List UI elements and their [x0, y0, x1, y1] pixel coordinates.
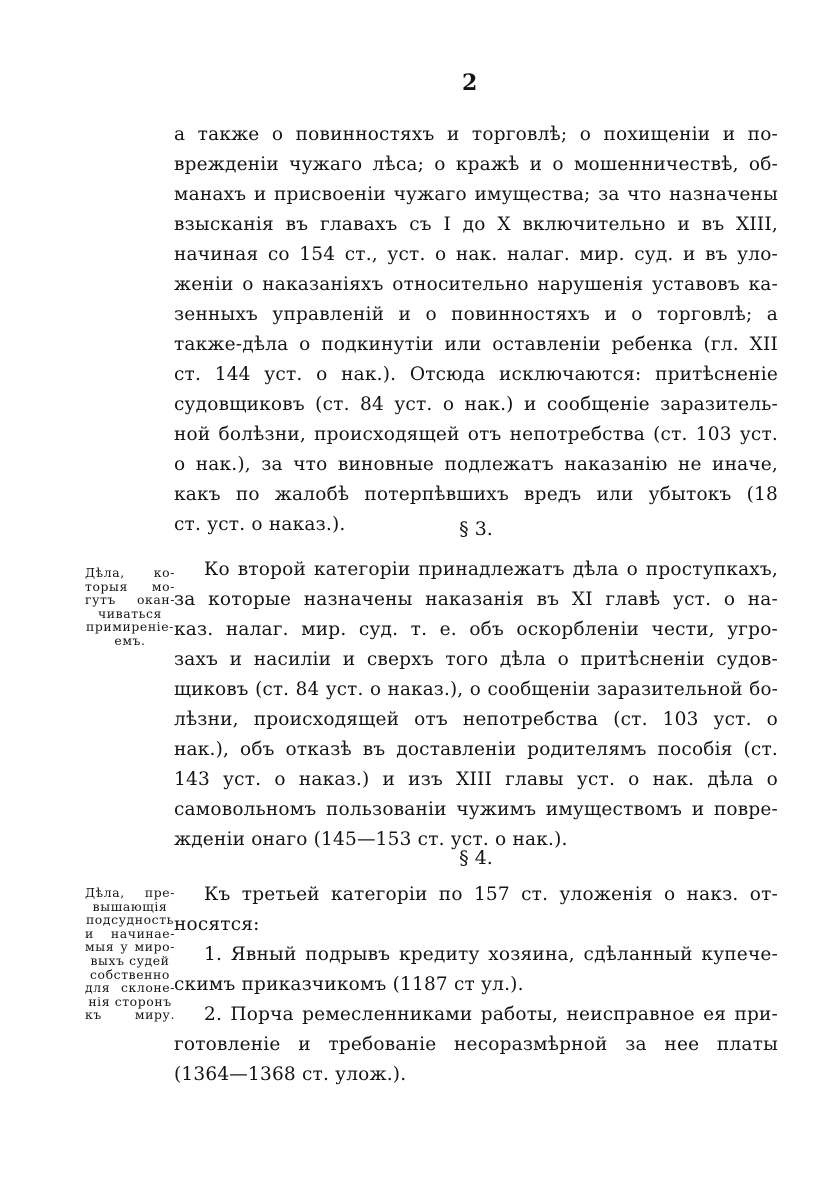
- paragraph-section-4: [174, 880, 778, 1090]
- text-line: Къ третьей категоріи по 157 ст. уложенія о накз. от-: [204, 884, 778, 905]
- section-heading-4: § 4.: [459, 847, 493, 869]
- paragraph-section-3: [174, 555, 778, 855]
- text-line: Ко второй категоріи принадлежатъ дѣла о проступкахъ,: [204, 559, 778, 580]
- margin-note-line: нія сторонъ: [88, 993, 172, 1009]
- margin-note-line: вышающія: [92, 898, 168, 914]
- text-line: 2. Порча ремесленниками работы, неисправное ея при-: [204, 1004, 778, 1025]
- text-line: лѣзни, происходящей отъ непотребства (ст. 103 уст. о: [174, 709, 778, 730]
- margin-note-2: [85, 886, 175, 1022]
- margin-note-line: Дѣла, пре-: [85, 885, 175, 900]
- text-line: самовольномъ пользованіи чужимъ имуществомъ и повре-: [174, 799, 778, 820]
- paragraph-continuation: [174, 120, 778, 540]
- text-line: манахъ и присвоеніи чужаго имущества; за что назначены: [174, 184, 778, 205]
- text-line: за которые назначены наказанія въ XI главѣ уст. о на-: [174, 589, 778, 610]
- text-line: носятся:: [174, 914, 260, 935]
- text-line: нак.), объ отказѣ въ доставленіи родителямъ пособія (ст.: [174, 739, 778, 760]
- text-line: каз. налаг. мир. суд. т. е. объ оскорбленіи чести, угро-: [174, 619, 778, 640]
- margin-note-line: мыя у миро-: [85, 939, 175, 955]
- margin-note-line: чиваться: [98, 605, 162, 621]
- margin-note-line: торыя мо-: [85, 578, 175, 594]
- text-line: а также о повинностяхъ и торговлѣ; о похищеніи и по-: [174, 124, 778, 145]
- margin-note-line: подсудность: [85, 912, 175, 928]
- text-line: ст. 144 уст. о нак.). Отсюда исключаются: притѣсненіе: [174, 364, 778, 385]
- text-line: жденіи онаго (145—153 ст. уст. о нак.).: [174, 829, 568, 850]
- margin-note-line: выхъ судей: [90, 952, 170, 968]
- text-line: женіи о наказаніяхъ относительно нарушенія уставовъ ка-: [174, 274, 778, 295]
- text-line: захъ и насиліи и сверхъ того дѣла о притѣсненіи судов-: [174, 649, 778, 670]
- text-line: врежденіи чужаго лѣса; о кражѣ и о мошенничествѣ, об-: [174, 154, 778, 175]
- text-line: начиная со 154 ст., уст. о нак. налаг. мир. суд. и въ уло-: [174, 244, 778, 265]
- section-heading-3: § 3.: [459, 518, 493, 540]
- margin-note-line: емъ.: [114, 632, 146, 648]
- text-line: ст. уст. о наказ.).: [174, 514, 346, 535]
- margin-note-line: примиреніе-: [86, 619, 174, 635]
- margin-note-line: и начинае-: [85, 925, 175, 941]
- text-line: 1. Явный подрывъ кредиту хозяина, сдѣланный купече-: [204, 944, 778, 965]
- margin-note-line: Дѣла, ко-: [85, 565, 175, 580]
- text-line: готовленіе и требованіе несоразмѣрной за нее платы: [174, 1034, 778, 1055]
- text-line: зенныхъ управленій и о повинностяхъ и о торговлѣ; а: [174, 304, 778, 325]
- text-line: скимъ приказчикомъ (1187 ст ул.).: [174, 974, 524, 995]
- margin-note-line: собственно: [90, 966, 170, 982]
- margin-note-line: гутъ окан-: [85, 592, 175, 608]
- text-line: судовщиковъ (ст. 84 уст. о нак.) и сообщеніе заразитель-: [174, 394, 778, 415]
- margin-note-1: [85, 566, 175, 648]
- text-line: взысканія въ главахъ съ I до X включительно и въ XIII,: [174, 214, 778, 235]
- margin-note-line: къ миру.: [85, 1007, 175, 1023]
- text-line: также-дѣла о подкинутіи или оставленіи ребенка (гл. XII: [174, 334, 778, 355]
- margin-note-line: для склоне-: [85, 980, 175, 996]
- text-line: какъ по жалобѣ потерпѣвшихъ вредъ или убытокъ (18: [174, 484, 778, 505]
- text-line: ной болѣзни, происходящей отъ непотребства (ст. 103 уст.: [174, 424, 778, 445]
- page-number: 2: [462, 70, 478, 96]
- text-line: щиковъ (ст. 84 уст. о наказ.), о сообщеніи заразительной бо-: [174, 679, 778, 700]
- text-line: (1364—1368 ст. улож.).: [174, 1064, 407, 1085]
- text-line: 143 уст. о наказ.) и изъ XIII главы уст. о нак. дѣла о: [174, 769, 778, 790]
- text-line: о нак.), за что виновные подлежатъ наказанію не иначе,: [174, 454, 778, 475]
